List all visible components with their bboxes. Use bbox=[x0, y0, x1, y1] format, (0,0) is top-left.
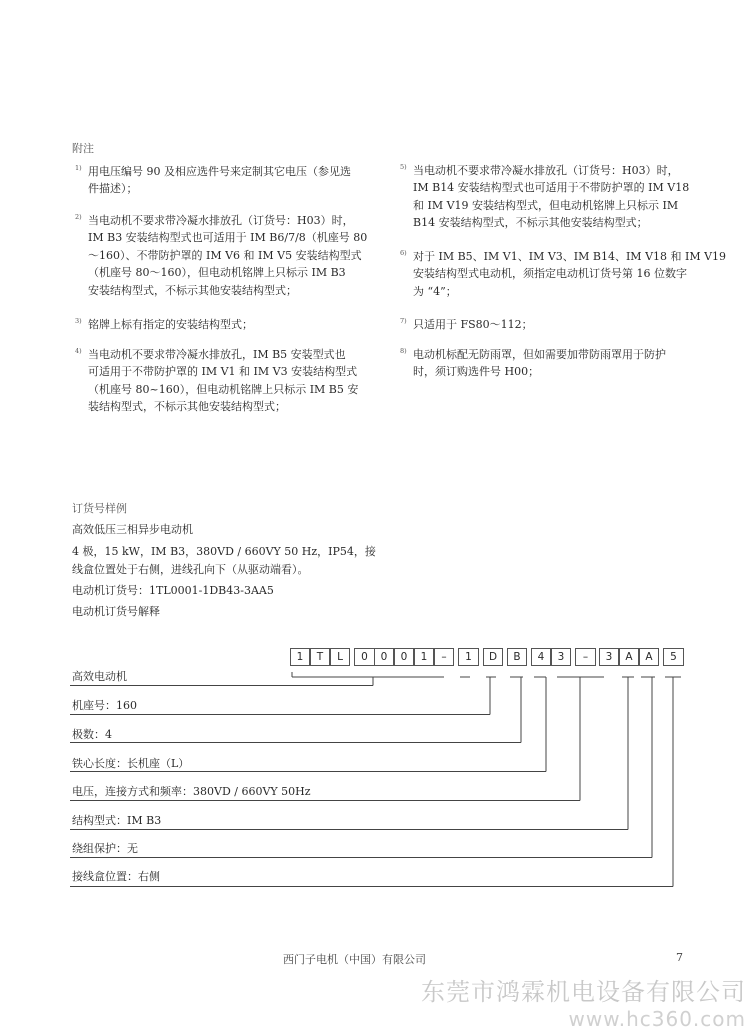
example-heading: 订货号样例 bbox=[72, 502, 127, 515]
order-code-char: – bbox=[434, 648, 454, 666]
note-number: 4) bbox=[75, 347, 82, 355]
note-line: 电动机标配无防雨罩，但如需要加带防雨罩用于防护 bbox=[413, 348, 666, 361]
note-line: 时，须订购选件号 H00； bbox=[413, 365, 540, 379]
note-line: 可适用于不带防护罩的 IM V1 和 IM V3 安装结构型式 bbox=[88, 365, 358, 379]
example-line-5: 电动机订货号解释 bbox=[72, 605, 160, 618]
note-line: 对于 IM B5、IM V1、IM V3、IM B14、IM V18 和 IM V19 bbox=[413, 250, 727, 263]
breakdown-label: 接线盒位置：右侧 bbox=[72, 870, 160, 883]
order-code-char: 0 bbox=[374, 648, 394, 666]
watermark-url: www.hc360.com bbox=[568, 1007, 746, 1031]
note-line: IM B3 安装结构型式也可适用于 IM B6/7/8（机座号 80 bbox=[88, 231, 368, 245]
order-code-char: L bbox=[330, 648, 350, 666]
breakdown-label: 结构型式：IM B3 bbox=[72, 814, 162, 827]
order-code-char: 3 bbox=[599, 648, 619, 666]
note-line: 铭牌上标有指定的安装结构型式； bbox=[88, 318, 253, 331]
order-code-char: A bbox=[619, 648, 639, 666]
order-code-char: A bbox=[639, 648, 659, 666]
note-line: 装结构型式，不标示其他安装结构型式； bbox=[88, 400, 286, 414]
note-line: 安装结构型式电动机，须指定电动机订货号第 16 位数字 bbox=[413, 267, 687, 281]
page-number: 7 bbox=[676, 951, 683, 964]
breakdown-label: 绕组保护：无 bbox=[72, 842, 138, 855]
note-number: 7) bbox=[400, 317, 407, 325]
order-code-char: 0 bbox=[394, 648, 414, 666]
order-code-char: – bbox=[575, 648, 596, 666]
order-code-char: 3 bbox=[551, 648, 571, 666]
note-line: （机座号 80～160），但电动机铭牌上只标示 IM B3 bbox=[88, 266, 346, 280]
order-code-char: T bbox=[310, 648, 330, 666]
order-code-char: 4 bbox=[531, 648, 551, 666]
breakdown-label: 电压，连接方式和频率：380VD / 660VY 50Hz bbox=[72, 785, 311, 798]
note-line: B14 安装结构型式，不标示其他安装结构型式； bbox=[413, 216, 648, 230]
note-line: 用电压编号 90 及相应选件号来定制其它电压（参见选 bbox=[88, 165, 351, 178]
note-line: 和 IM V19 安装结构型式，但电动机铭牌上只标示 IM bbox=[413, 198, 679, 212]
note-line: 当电动机不要求带冷凝水排放孔（订货号：H03）时， bbox=[88, 214, 354, 227]
example-line-4: 电动机订货号：1TL0001-1DB43-3AA5 bbox=[72, 584, 274, 597]
note-line: 当电动机不要求带冷凝水排放孔（订货号：H03）时， bbox=[413, 164, 679, 177]
note-line: ～160）、不带防护罩的 IM V6 和 IM V5 安装结构型式 bbox=[88, 248, 362, 262]
note-line: （机座号 80~160），但电动机铭牌上只标示 IM B5 安 bbox=[88, 382, 359, 396]
note-number: 6) bbox=[400, 249, 407, 257]
watermark-company: 东莞市鸿霖机电设备有限公司 bbox=[421, 978, 746, 1006]
breakdown-label: 铁心长度：长机座（L） bbox=[72, 757, 190, 770]
note-line: 件描述）； bbox=[88, 182, 138, 196]
order-code-char: 1 bbox=[458, 648, 479, 666]
notes-heading: 附注 bbox=[72, 142, 94, 155]
example-line-1: 高效低压三相异步电动机 bbox=[72, 523, 193, 536]
note-line: 为 “4”； bbox=[413, 284, 457, 298]
note-number: 1) bbox=[75, 164, 82, 172]
breakdown-label: 高效电动机 bbox=[72, 670, 127, 683]
example-line-3: 线盒位置处于右侧，进线孔向下（从驱动端看）。 bbox=[72, 563, 309, 576]
example-line-2: 4 极，15 kW，IM B3，380VD / 660VY 50 Hz，IP54，接 bbox=[72, 545, 376, 558]
note-number: 3) bbox=[75, 317, 82, 325]
order-code-char: 1 bbox=[414, 648, 434, 666]
watermark bbox=[421, 972, 746, 1031]
order-code-char: B bbox=[507, 648, 527, 666]
note-number: 5) bbox=[400, 163, 407, 171]
note-line: 安装结构型式，不标示其他安装结构型式； bbox=[88, 283, 297, 297]
note-line: 当电动机不要求带冷凝水排放孔，IM B5 安装型式也 bbox=[88, 348, 346, 361]
order-code-char: 1 bbox=[290, 648, 310, 666]
footer-company: 西门子电机（中国）有限公司 bbox=[283, 953, 426, 966]
note-number: 8) bbox=[400, 347, 407, 355]
order-code-char: D bbox=[483, 648, 503, 666]
breakdown-label: 极数：4 bbox=[72, 728, 112, 741]
note-line: 只适用于 FS80～112； bbox=[413, 318, 533, 331]
note-number: 2) bbox=[75, 213, 82, 221]
breakdown-label: 机座号：160 bbox=[72, 699, 137, 712]
note-line: IM B14 安装结构型式也可适用于不带防护罩的 IM V18 bbox=[413, 181, 690, 195]
order-code-char: 0 bbox=[354, 648, 375, 666]
order-code-char: 5 bbox=[663, 648, 684, 666]
